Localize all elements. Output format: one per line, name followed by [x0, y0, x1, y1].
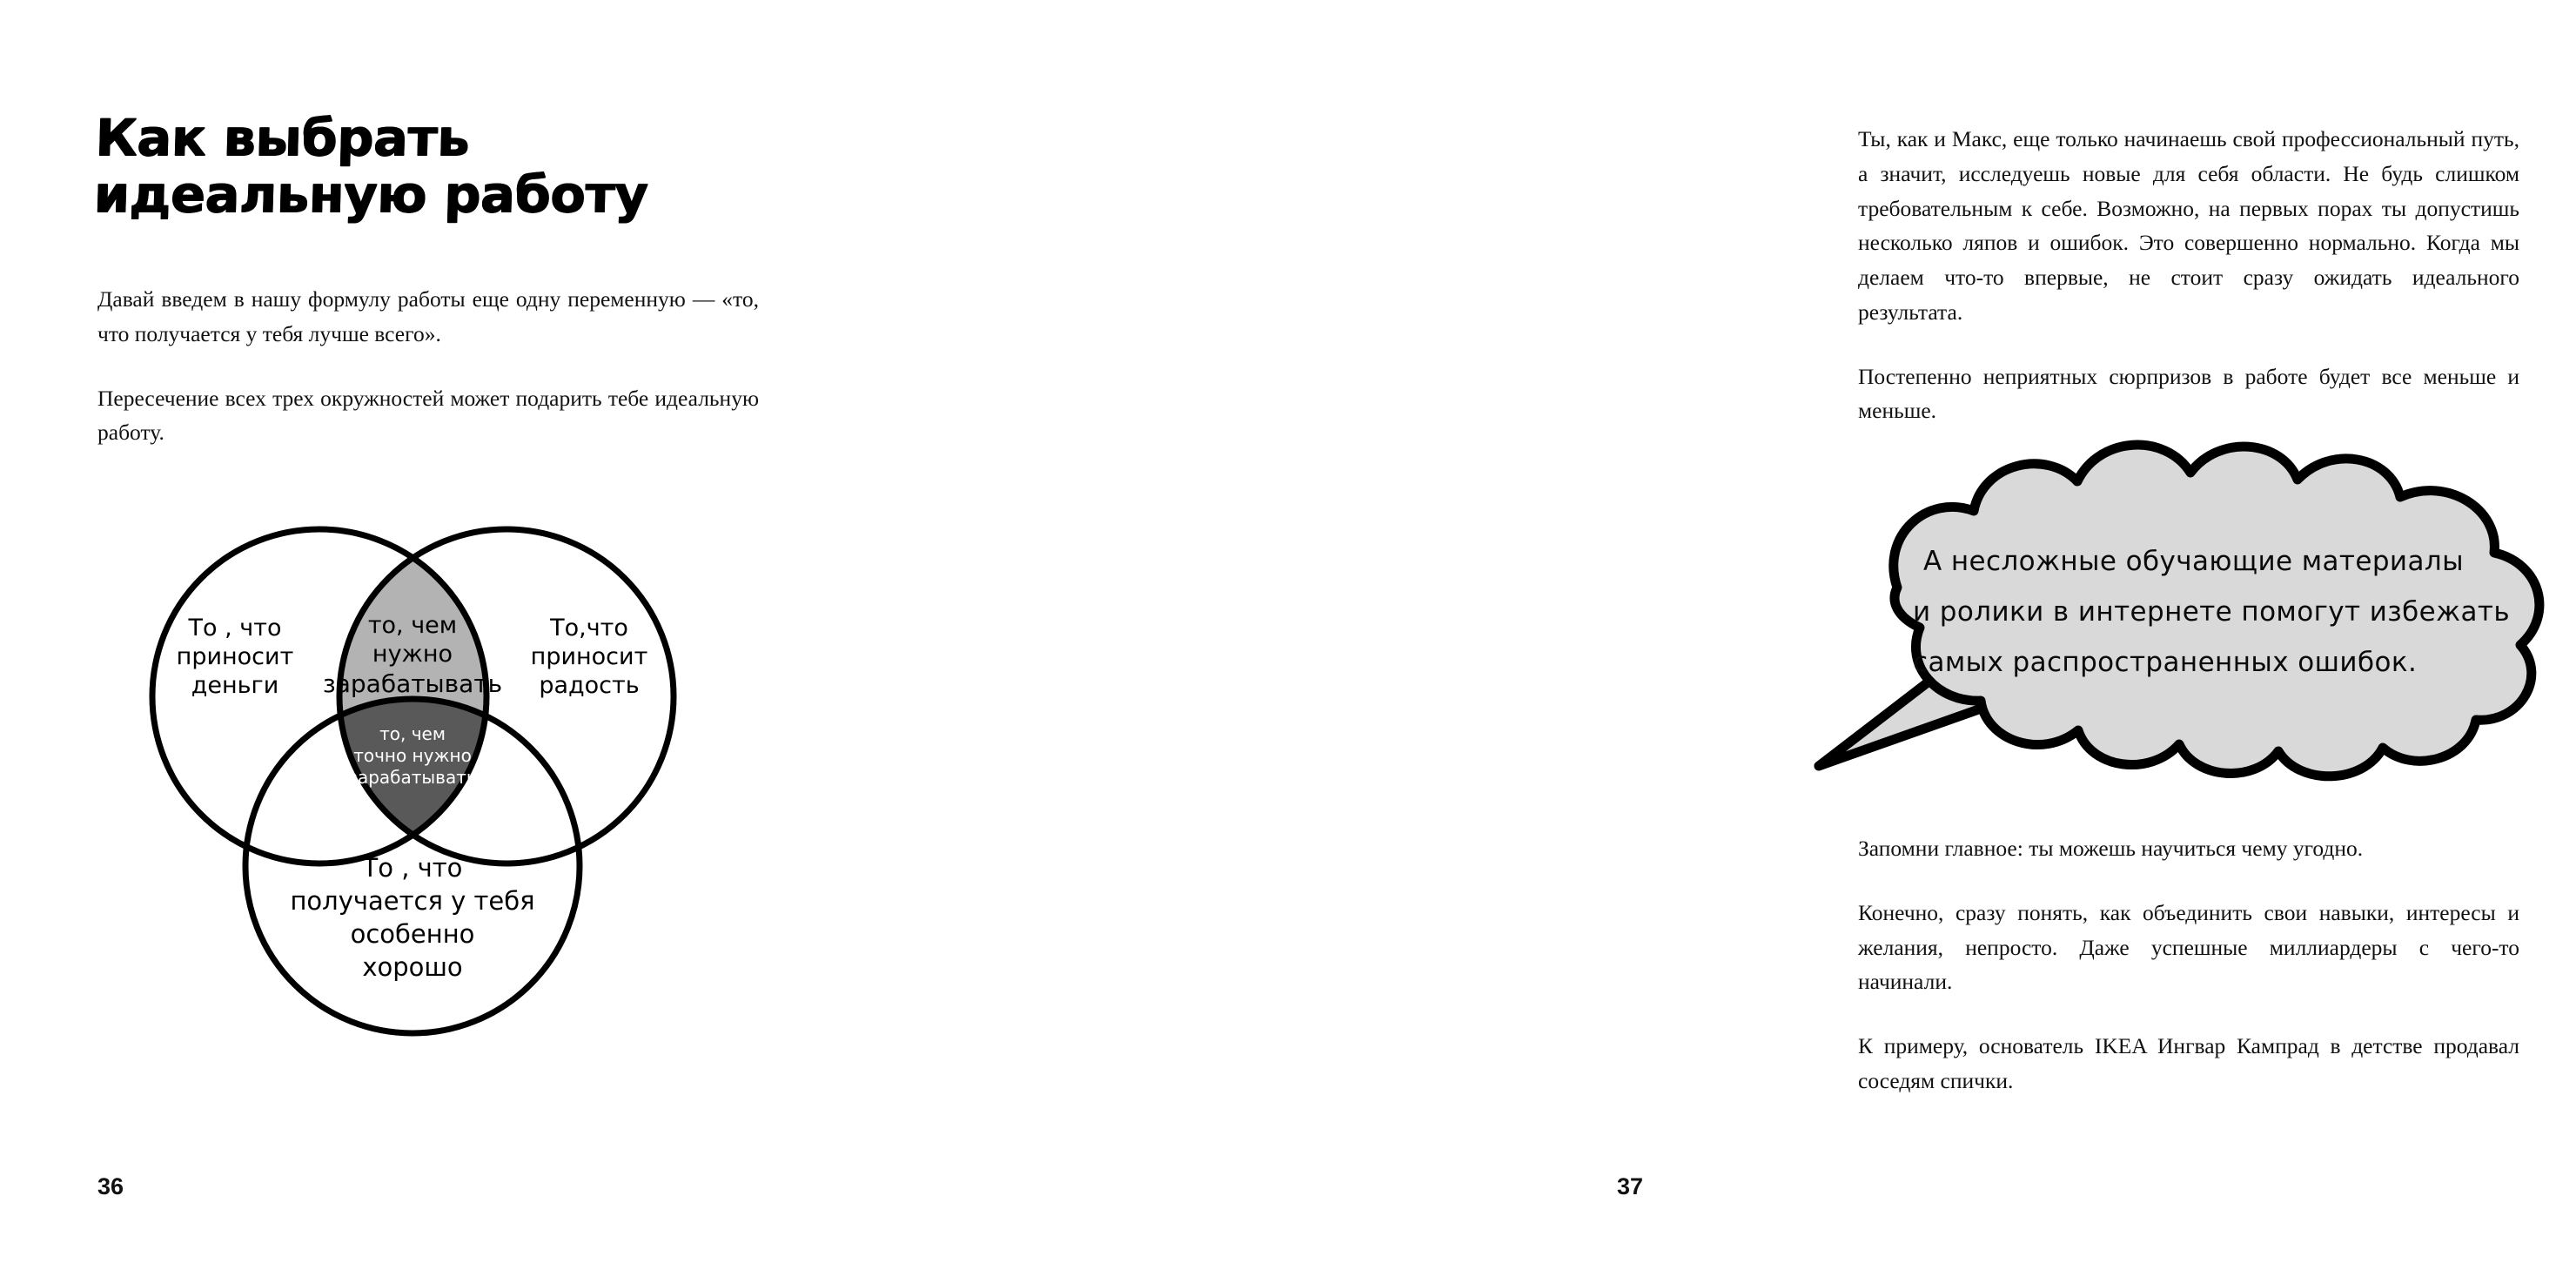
paragraph: К примеру, основатель IKEA Ингвар Кампрад в детстве продавал соседям спички. [1858, 1033, 2519, 1093]
venn-label-line: точно нужно [353, 745, 472, 766]
paragraph: Конечно, сразу понять, как объединить свои навыки, интересы и желания, непросто. Даже успешные миллиардеры с чего-то начинали. [1858, 899, 2519, 995]
paragraph: Запомни главное: ты можешь научиться чему угодно. [1858, 836, 2364, 861]
venn-label-line: То , что [362, 853, 463, 883]
venn-label-line: То,что [550, 615, 628, 642]
venn-label-line: то, чем [379, 723, 446, 744]
page-number-left: 36 [97, 1173, 124, 1199]
venn-label-line: зарабатывать [322, 669, 503, 698]
page-title: Как выбрать идеальную работу [92, 108, 648, 224]
cloud-text-line: самых распространенных ошибок. [1913, 647, 2418, 678]
paragraph: Ты, как и Макс, еще только начинаешь свой профессиональный путь, а значит, исследуешь новые для себя области. Не будь слишком требовательным к себе. Возможно, на первых порах ты допустишь несколько ляпов и ошибок. Это совершенно нормально. Когда мы делаем что-то впервые, не стоит сразу ожидать идеального результата. [1858, 126, 2519, 325]
venn-label-line: То , что [188, 615, 282, 642]
page-right [870, 0, 2519, 1263]
paragraph: Постепенно неприятных сюрпризов в работе будет все меньше и меньше. [1858, 363, 2519, 424]
cloud-text-line: А несложные обучающие материалы [1923, 546, 2464, 577]
right-body-text-top [1858, 122, 2519, 428]
venn-label-line: приносит [176, 643, 294, 670]
page-number-right: 37 [1616, 1173, 1643, 1199]
thought-cloud [1767, 431, 2576, 814]
venn-label-line: получается у тебя [290, 886, 535, 916]
cloud-text-line: и ролики в интернете помогут избежать [1913, 596, 2511, 628]
venn-label-line: особенно [350, 919, 475, 949]
venn-label-line: зарабатывать [348, 767, 477, 788]
venn-label-line: нужно [372, 641, 453, 668]
right-body-text-bottom [1858, 831, 2519, 1098]
paragraph: Давай введем в нашу формулу работы еще одну переменную — «то, что получается у тебя лучше всего». [97, 286, 759, 346]
venn-label-line: хорошо [362, 952, 463, 982]
left-body-text [97, 282, 759, 450]
venn-label-line: деньги [191, 672, 279, 699]
paragraph: Пересечение всех трех окружностей может подарить тебе идеальную работу. [97, 385, 759, 446]
venn-label-line: приносит [530, 643, 648, 670]
page-left [0, 0, 870, 1263]
ideal-work-venn-diagram [97, 474, 741, 1136]
venn-label-line: радость [539, 672, 640, 699]
venn-label-money [177, 615, 294, 699]
venn-label-line: то, чем [367, 612, 458, 639]
